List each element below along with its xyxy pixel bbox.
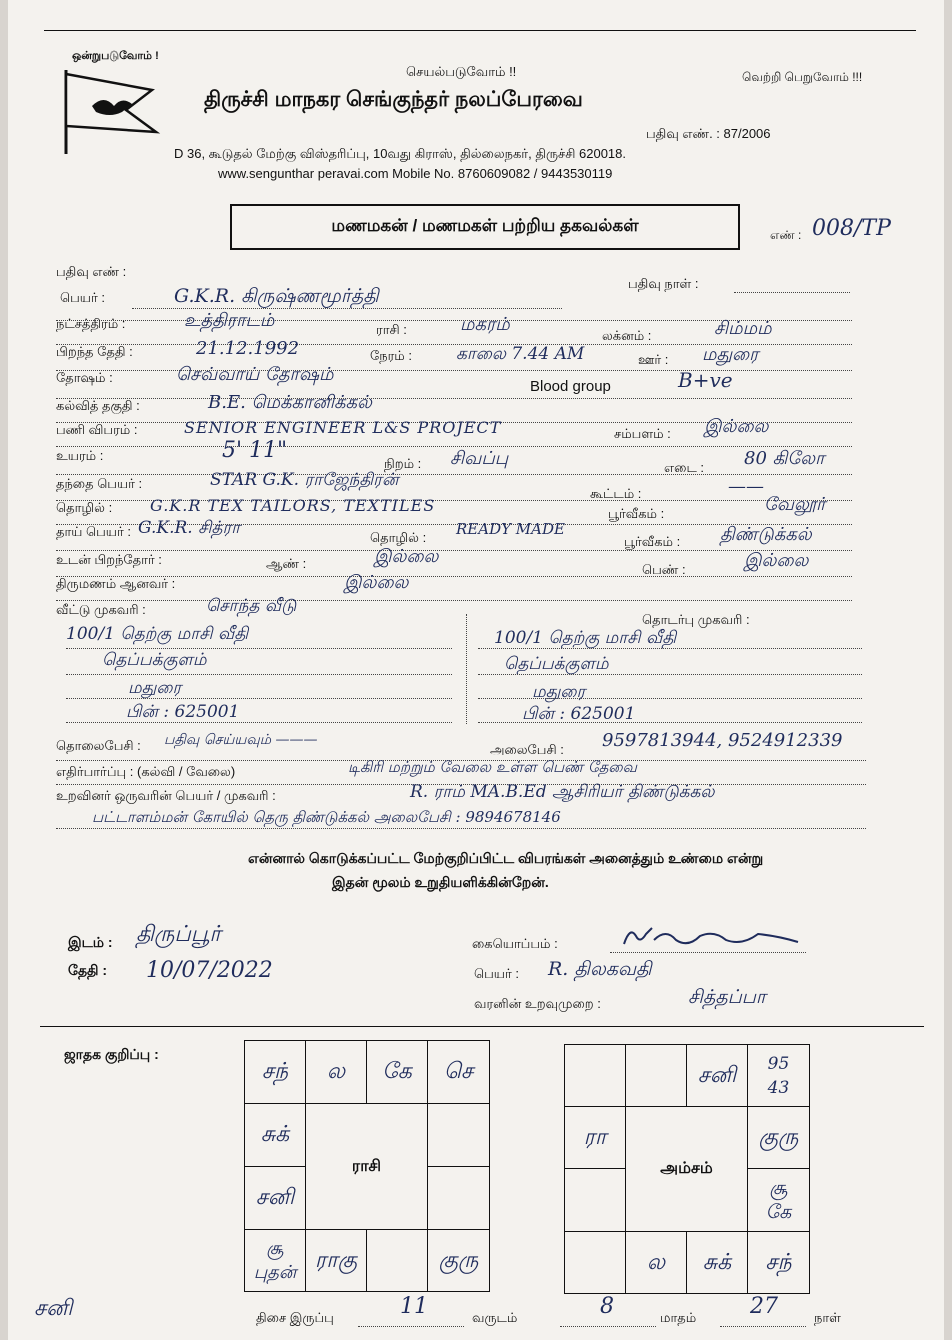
phone-label: தொலைபேசி :	[56, 738, 141, 753]
brother-value: இல்லை	[374, 546, 439, 567]
amsam-cell-7	[747, 1106, 810, 1169]
rasi-cell-13-text: ராகு	[314, 1247, 358, 1273]
amsam-cell-13	[625, 1231, 687, 1294]
rasi-center	[305, 1103, 428, 1230]
home-line-b	[66, 674, 452, 675]
section-divider	[40, 1026, 924, 1027]
form-title: மணமகன் / மணமகள் பற்றிய தகவல்கள்	[331, 216, 639, 235]
contact-address-line-3: தெப்பக்குளம்	[504, 654, 609, 674]
slogan-right: வெற்றி பெறுவோம் !!!	[742, 70, 863, 84]
sister-value: இல்லை	[744, 550, 809, 571]
amsam-cell-14	[686, 1231, 748, 1294]
edu-label: கல்வித் தகுதி :	[56, 398, 140, 413]
declaration-line-1: என்னால் கொடுக்கப்பட்ட மேற்குறிப்பிட்ட விபரங்கள் அனைத்தும் உண்மை என்று	[248, 850, 764, 866]
home-address-line-1: சொந்த வீடு	[206, 596, 297, 616]
amsam-cell-7-text: குரு	[758, 1124, 799, 1150]
address-divider	[466, 614, 467, 724]
dob-label: பிறந்த தேதி :	[56, 344, 133, 359]
rasi-cell-11	[427, 1166, 490, 1230]
number-label: எண் :	[770, 228, 802, 242]
signature-label: கையொப்பம் :	[472, 936, 558, 951]
rasi-cell-3-text: செ	[443, 1059, 474, 1084]
signer-name-label: பெயர் :	[474, 966, 519, 981]
rasi-title: ராசி	[351, 1157, 382, 1175]
home-address-line-3: தெப்பக்குளம்	[102, 650, 207, 670]
rasi-cell-1-text: ல	[326, 1059, 346, 1084]
rasi-cell-2	[366, 1040, 428, 1104]
rasi-cell-0	[244, 1040, 306, 1104]
home-line-d	[66, 722, 452, 723]
expectation-label: எதிர்பார்ப்பு : (கல்வி / வேலை)	[56, 764, 236, 779]
amsam-cell-13-text: ல	[646, 1249, 666, 1275]
rasi-cell-2-text: கே	[382, 1059, 412, 1084]
kootam-label: கூட்டம் :	[590, 486, 642, 501]
mobile-value: 9597813944, 9524912339	[602, 730, 843, 751]
row-line-dosham	[56, 398, 852, 399]
relative-value-1: R. ராம் MA.B.Ed ஆசிரியர் திண்டுக்கல்	[410, 782, 715, 802]
blood-label: Blood group	[530, 378, 611, 395]
rasi-value: மகரம்	[460, 314, 510, 335]
place-value: திருப்பூர்	[136, 922, 221, 947]
days-line	[720, 1326, 806, 1327]
signer-name-value: R. திலகவதி	[548, 958, 652, 980]
org-address: D 36, கூடுதல் மேற்கு விஸ்தரிப்பு, 10வது கிராஸ், தில்லைநகர், திருச்சி 620018.	[174, 146, 626, 161]
row-line-height	[56, 474, 852, 475]
siblings-label: உடன் பிறந்தோர் :	[56, 552, 162, 567]
job-label: பணி விபரம் :	[56, 422, 138, 437]
time-value: காலை 7.44 AM	[456, 344, 585, 364]
phone-value: பதிவு செய்யவும் ———	[164, 732, 318, 748]
amsam-center	[625, 1106, 748, 1232]
name-value: G.K.R. கிருஷ்ணமூர்த்தி	[174, 285, 379, 307]
rasi-cell-8-text: சனி	[255, 1185, 295, 1210]
relative-value-2: பட்டாளம்மன் கோயில் தெரு திண்டுக்கல் அலைபேசி : 9894678146	[92, 808, 561, 826]
rasi-cell-12-text: சூ புதன்	[253, 1237, 297, 1283]
time-label: நேரம் :	[370, 348, 412, 363]
job-value: SENIOR ENGINEER L&S PROJECT	[184, 418, 502, 437]
mother-job-value: READY MADE	[456, 520, 565, 538]
amsam-title: அம்சம்	[660, 1160, 713, 1177]
amsam-cell-14-text: சுக்	[702, 1249, 732, 1275]
years-line	[358, 1326, 464, 1327]
rasi-cell-8	[244, 1166, 306, 1230]
married-label: திருமணம் ஆனவர் :	[56, 576, 176, 591]
home-line-c	[66, 698, 452, 699]
contact-line-a	[478, 648, 862, 649]
dosham-value: செவ்வாய் தோஷம்	[176, 364, 334, 385]
edu-value: B.E. மெக்கானிக்கல்	[208, 392, 372, 413]
reg-no: பதிவு எண். : 87/2006	[646, 126, 771, 141]
website-mobile: www.sengunthar peravai.com Mobile No. 8760609082 / 9443530119	[218, 166, 613, 181]
declaration-line-2: இதன் மூலம் உறுதியளிக்கின்றேன்.	[332, 874, 549, 890]
rasi-cell-0-text: சந்	[261, 1059, 289, 1084]
contact-line-b	[478, 674, 862, 675]
amsam-cell-11	[747, 1168, 810, 1232]
rasi-cell-4-text: சுக்	[260, 1122, 290, 1147]
home-address-line-5: பின் : 625001	[126, 702, 240, 722]
row-line-mother	[56, 550, 852, 551]
lagnam-value: சிம்மம்	[714, 318, 772, 339]
slogan-center: செயல்படுவோம் !!	[406, 64, 517, 79]
row-line-siblings	[56, 576, 852, 577]
date-label: தேதி :	[68, 962, 108, 978]
contact-address-line-5: பின் : 625001	[522, 704, 636, 724]
contact-address-label: தொடர்பு முகவரி :	[642, 612, 750, 627]
mother-value: G.K.R. சித்ரா	[138, 518, 241, 538]
years-value: 11	[400, 1294, 428, 1319]
amsam-cell-12	[564, 1231, 626, 1294]
flag-logo-icon	[52, 66, 164, 156]
org-name: திருச்சி மாநகர செங்குந்தர் நலப்பேரவை	[204, 88, 583, 111]
form-sheet	[8, 0, 944, 1340]
rasi-cell-14	[366, 1229, 428, 1292]
rasi-cell-1	[305, 1040, 367, 1104]
dosham-label: தோஷம் :	[56, 370, 113, 385]
rasi-label: ராசி :	[376, 322, 407, 337]
number-value: 008/TP	[812, 216, 891, 241]
mother-label: தாய் பெயர் :	[56, 524, 131, 539]
months-label: மாதம்	[660, 1310, 697, 1325]
months-value: 8	[600, 1294, 614, 1319]
rasi-cell-7	[427, 1103, 490, 1167]
mobile-label: அலைபேசி :	[490, 742, 564, 757]
home-line-a	[66, 648, 452, 649]
reg-date-label: பதிவு நாள் :	[628, 276, 699, 291]
slogan-left: ஒன்றுபடுவோம் !	[72, 50, 159, 62]
years-label: வருடம்	[472, 1310, 518, 1325]
days-value: 27	[750, 1294, 778, 1319]
occupation-value: G.K.R TEX TAILORS, TEXTILES	[150, 496, 436, 515]
form-title-box	[230, 204, 740, 250]
amsam-cell-8	[564, 1168, 626, 1232]
rasi-cell-4	[244, 1103, 306, 1167]
days-label: நாள்	[814, 1310, 841, 1325]
header-top-rule	[44, 30, 916, 31]
rasi-cell-13	[305, 1229, 367, 1292]
height-label: உயரம் :	[56, 448, 104, 463]
amsam-cell-2	[686, 1044, 748, 1107]
rasi-chart	[244, 1040, 490, 1292]
weight-value: 80 கிலோ	[744, 448, 825, 469]
married-value: இல்லை	[344, 572, 409, 593]
amsam-cell-15	[747, 1231, 810, 1294]
dob-value: 21.12.1992	[196, 338, 300, 359]
signature-line	[610, 952, 806, 953]
brother-label: ஆண் :	[266, 556, 307, 571]
reg-date-line	[734, 292, 850, 293]
father-label: தந்தை பெயர் :	[56, 476, 143, 491]
mother-native-value: திண்டுக்கல்	[720, 524, 812, 545]
complexion-label: நிறம் :	[384, 456, 422, 471]
amsam-cell-15-text: சந்	[765, 1249, 792, 1275]
home-address-line-4: மதுரை	[128, 678, 182, 698]
row-line-job	[56, 446, 852, 447]
complexion-value: சிவப்பு	[450, 448, 509, 469]
blood-value: B+ve	[678, 368, 733, 392]
amsam-cell-1	[625, 1044, 687, 1107]
height-value: 5' 11"	[222, 438, 288, 463]
dasa-label: திசை இருப்பு	[256, 1310, 334, 1325]
home-address-label: வீட்டு முகவரி :	[56, 602, 146, 617]
contact-line-c	[478, 698, 862, 699]
contact-line-d	[478, 722, 862, 723]
weight-label: எடை :	[664, 460, 705, 475]
star-label: நட்சத்திரம் :	[56, 316, 126, 331]
native-label: பூர்வீகம் :	[608, 506, 665, 521]
rasi-cell-15-text: குரு	[438, 1247, 479, 1273]
amsam-cell-3-text: 95 43	[767, 1053, 790, 1098]
horoscope-label: ஜாதக குறிப்பு :	[64, 1046, 159, 1062]
lagnam-label: லக்னம் :	[602, 328, 652, 343]
place-value: மதுரை	[702, 344, 759, 365]
place-label: இடம் :	[68, 934, 113, 950]
occupation-label: தொழில் :	[56, 500, 113, 515]
amsam-cell-4-text: ரா	[583, 1124, 607, 1150]
amsam-cell-0	[564, 1044, 626, 1107]
home-address-line-2: 100/1 தெற்கு மாசி வீதி	[66, 624, 249, 644]
expectation-value: டிகிரி மற்றும் வேலை உள்ள பெண் தேவை	[348, 758, 637, 776]
amsam-cell-4	[564, 1106, 626, 1169]
kootam-value: ——	[728, 476, 764, 497]
relation-label: வரனின் உறவுமுறை :	[474, 996, 601, 1011]
native-value: வேலூர்	[764, 494, 826, 515]
rasi-cell-15	[427, 1229, 490, 1292]
relative-label: உறவினர் ஒருவரின் பெயர் / முகவரி :	[56, 788, 276, 803]
contact-address-line-4: மதுரை	[532, 682, 586, 702]
place-label: ஊர் :	[638, 352, 669, 367]
star-value: உத்திராடம்	[184, 310, 275, 331]
salary-label: சம்பளம் :	[614, 426, 671, 441]
date-value: 10/07/2022	[146, 958, 273, 983]
mother-job-label: தொழில் :	[370, 530, 427, 545]
relation-value: சித்தப்பா	[688, 986, 766, 1008]
sister-label: பெண் :	[642, 562, 686, 577]
dasa-value: சனி	[34, 1296, 73, 1321]
rasi-cell-12	[244, 1229, 306, 1292]
signature-icon	[618, 922, 808, 952]
mother-native-label: பூர்வீகம் :	[624, 534, 681, 549]
amsam-cell-3	[747, 1044, 810, 1107]
name-label: பெயர் :	[60, 290, 105, 305]
row-line-relative	[56, 828, 866, 829]
father-value: STAR G.K. ராஜேந்திரன்	[210, 470, 399, 490]
amsam-chart	[564, 1044, 810, 1294]
salary-value: இல்லை	[704, 416, 769, 437]
reg-no-label: பதிவு எண் :	[56, 264, 127, 279]
contact-address-line-2: 100/1 தெற்கு மாசி வீதி	[494, 628, 677, 648]
amsam-cell-11-text: சூ கே	[765, 1177, 792, 1223]
rasi-cell-3	[427, 1040, 490, 1104]
amsam-cell-2-text: சனி	[697, 1062, 737, 1088]
months-line	[560, 1326, 656, 1327]
row-line-married	[56, 600, 852, 601]
